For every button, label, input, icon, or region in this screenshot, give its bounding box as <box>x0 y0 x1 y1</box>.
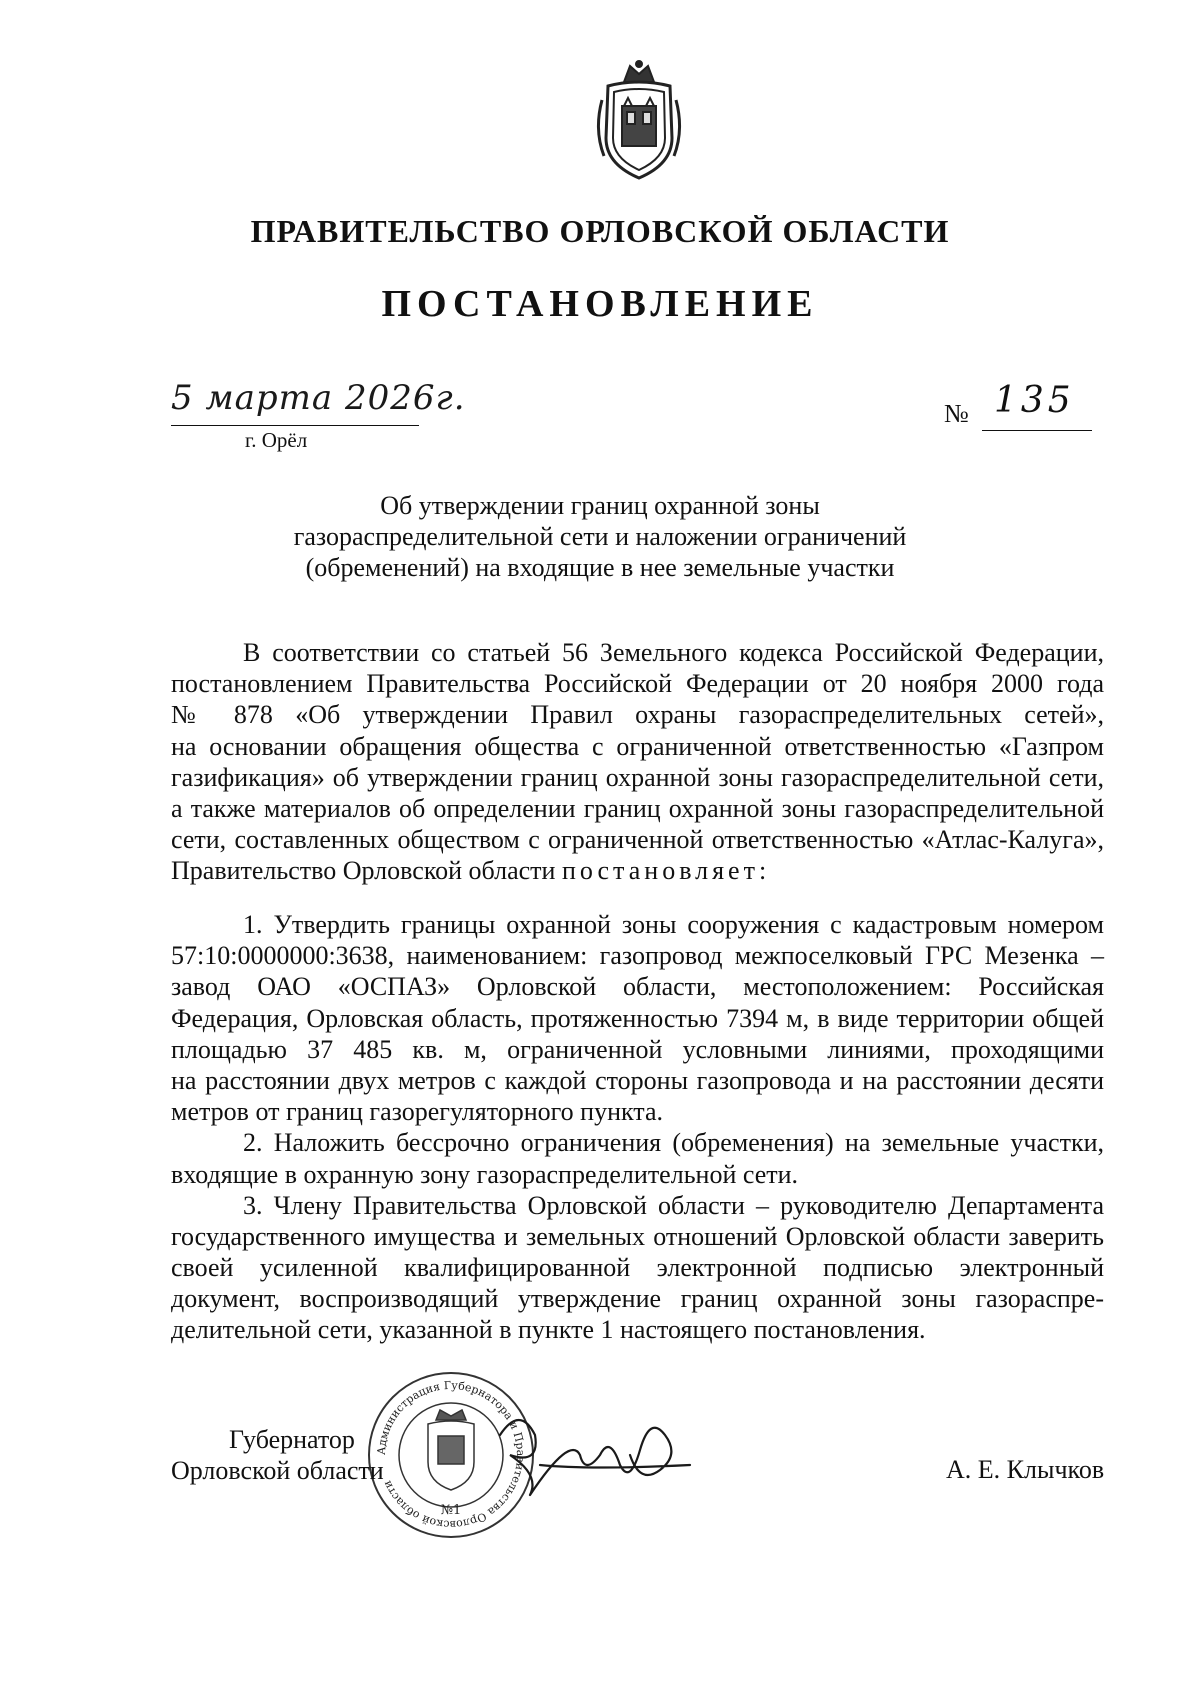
subject-line: Об утверждении границ охранной зоны <box>380 491 820 520</box>
resolution-items <box>171 909 1104 1346</box>
organization-title: ПРАВИТЕЛЬСТВО ОРЛОВСКОЙ ОБЛАСТИ <box>250 213 950 249</box>
number-label: № <box>944 399 969 428</box>
preamble-line: В соответствии со статьей 56 Земельного кодекса Российской Федерации, <box>243 638 1104 667</box>
preamble-line: сети, составленных обществом с ограниченной ответственностью «Атлас-Калуга», <box>171 825 1104 855</box>
item-line: входящие в охранную зону газораспределительной сети. <box>171 1159 799 1189</box>
signatory-name: А. Е. Клычков <box>946 1455 1105 1484</box>
document-subject <box>0 490 1200 583</box>
document-type-title: ПОСТАНОВЛЕНИЕ <box>381 283 819 325</box>
item-line: Федерация, Орловская область, протяженностью 7394 м, в виде территории общей <box>171 1003 1104 1033</box>
subject-line: газораспределительной сети и наложении ограничений <box>293 522 907 551</box>
item-line: площадью 37 485 кв. м, ограниченной условными линиями, проходящими <box>171 1034 1104 1064</box>
number-underline <box>982 430 1092 431</box>
preamble-line: газификация» об утверждении границ охранной зоны газораспределительной сети, <box>171 762 1104 792</box>
subject-line: (обременений) на входящие в нее земельные участки <box>305 553 895 582</box>
item-line: государственного имущества и земельных отношений Орловской области заверить <box>171 1221 1104 1251</box>
preamble-paragraph <box>171 637 1104 887</box>
item-line: своей усиленной квалифицированной электронной подписью электронный <box>171 1253 1104 1283</box>
handwritten-date: 5 марта 2026г. <box>171 378 466 418</box>
item-line: 2. Наложить бессрочно ограничения (обременения) на земельные участки, <box>243 1128 1104 1158</box>
resolves-word: постановляет: <box>561 856 771 886</box>
item-line: 1. Утвердить границы охранной зоны сооружения с кадастровым номером <box>243 910 1104 939</box>
preamble-line: постановлением Правительства Российской Федерации от 20 ноября 2000 года <box>171 669 1104 699</box>
position-line: Губернатор <box>229 1425 355 1454</box>
signatory-position <box>171 1424 384 1486</box>
item-line: 3. Члену Правительства Орловской области – руководителю Департамента <box>243 1190 1104 1220</box>
item-line: делительной сети, указанной в пункте 1 настоящего постановления. <box>171 1315 926 1345</box>
preamble-last-line <box>171 855 1104 886</box>
item-line: документ, воспроизводящий утверждение границ охранной зоны газораспре- <box>171 1284 1104 1314</box>
position-line: Орловской области <box>171 1456 384 1485</box>
coat-of-arms-icon <box>594 60 684 184</box>
item-line: метров от границ газорегуляторного пункта. <box>171 1097 664 1127</box>
seal-number: №1 <box>440 1503 462 1518</box>
preamble-subject: Правительство Орловской области <box>171 856 556 886</box>
handwritten-number: 135 <box>994 380 1075 421</box>
seal-ring-text: Администрация Губернатора и Правительства Орловской области <box>374 1378 528 1532</box>
preamble-line: на основании обращения общества с ограниченной ответственностью «Газпром <box>171 731 1104 761</box>
date-underline <box>171 425 419 426</box>
city-label: г. Орёл <box>245 428 308 452</box>
item-line: на расстоянии двух метров с каждой стороны газопровода и на расстоянии десяти <box>171 1065 1104 1095</box>
item-line: 57:10:0000000:3638, наименованием: газопровод межпоселковый ГРС Мезенка – <box>171 941 1104 971</box>
handwritten-signature-icon <box>480 1395 700 1515</box>
item-line: завод ОАО «ОСПАЗ» Орловской области, местоположением: Российская <box>171 972 1104 1002</box>
preamble-line: № 878 «Об утверждении Правил охраны газораспределительных сетей», <box>171 700 1104 730</box>
preamble-line: а также материалов об определении границ охранной зоны газораспределительной <box>171 793 1104 823</box>
